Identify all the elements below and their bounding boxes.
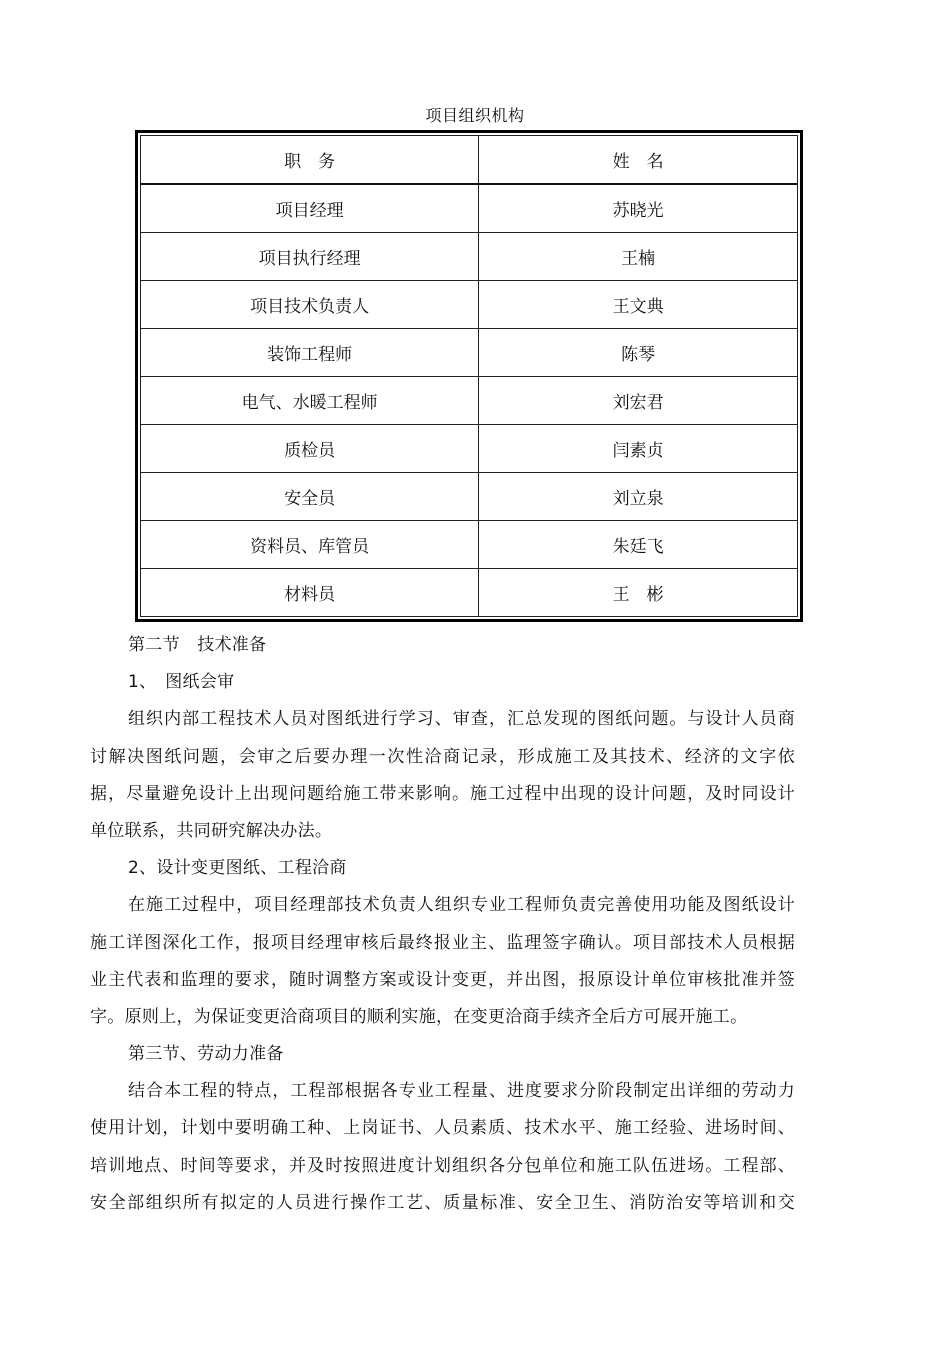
cell-position: 项目经理 [141,184,479,233]
cell-name: 刘立泉 [479,473,798,521]
cell-name: 朱廷飞 [479,521,798,569]
paragraph-line: 据，尽量避免设计上出现问题给施工带来影响。施工过程中出现的设计问题，及时同设计 [90,783,795,804]
table-row [141,184,798,233]
header-position: 职 务 [141,136,479,185]
cell-name: 王楠 [479,233,798,281]
cell-name: 刘宏君 [479,377,798,425]
paragraph-line: 使用计划，计划中要明确工种、上岗证书、人员素质、技术水平、施工经验、进场时间、 [90,1118,795,1139]
paragraph-line: 讨解决图纸问题，会审之后要办理一次性洽商记录，形成施工及其技术、经济的文字依 [90,746,795,767]
cell-position: 安全员 [141,473,479,521]
cell-name: 陈琴 [479,329,798,377]
section3-heading: 第三节、劳动力准备 [128,1044,284,1065]
paragraph-line: 安全部组织所有拟定的人员进行操作工艺、质量标准、安全卫生、消防治安等培训和交 [90,1192,795,1213]
cell-position: 资料员、库管员 [141,521,479,569]
table-row [141,569,798,617]
cell-name: 苏晓光 [479,184,798,233]
item2-heading: 2、设计变更图纸、工程洽商 [128,858,347,879]
paragraph-line: 在施工过程中，项目经理部技术负责人组织专业工程师负责完善使用功能及图纸设计 [128,895,795,916]
item1-heading: 1、 图纸会审 [128,672,235,693]
table-row [141,425,798,473]
paragraph-line: 结合本工程的特点，工程部根据各专业工程量、进度要求分阶段制定出详细的劳动力 [128,1081,795,1102]
table-row [141,521,798,569]
cell-name: 闫素贞 [479,425,798,473]
table-row [141,377,798,425]
organization-table [135,130,803,622]
paragraph-line: 培训地点、时间等要求，并及时按照进度计划组织各分包单位和施工队伍进场。工程部、 [90,1155,795,1176]
paragraph-line: 组织内部工程技术人员对图纸进行学习、审查，汇总发现的图纸问题。与设计人员商 [128,709,795,730]
cell-position: 质检员 [141,425,479,473]
table-row [141,281,798,329]
cell-position: 材料员 [141,569,479,617]
table-row [141,329,798,377]
paragraph-line: 施工详图深化工作，报项目经理审核后最终报业主、监理签字确认。项目部技术人员根据 [90,932,795,953]
paragraph-line: 业主代表和监理的要求，随时调整方案或设计变更，并出图，报原设计单位审核批准并签 [90,969,795,990]
section2-heading: 第二节 技术准备 [128,635,267,655]
table-title: 项目组织机构 [425,106,525,125]
body-text [90,627,795,1222]
paragraph-line: 单位联系，共同研究解决办法。 [90,820,333,841]
table-row [141,473,798,521]
table-row [141,233,798,281]
cell-name: 王文典 [479,281,798,329]
cell-position: 项目执行经理 [141,233,479,281]
cell-position: 项目技术负责人 [141,281,479,329]
cell-name: 王 彬 [479,569,798,617]
paragraph-line: 字。原则上，为保证变更洽商项目的顺利实施，在变更洽商手续齐全后方可展开施工。 [90,1006,748,1027]
header-name: 姓 名 [479,136,798,185]
cell-position: 电气、水暖工程师 [141,377,479,425]
cell-position: 装饰工程师 [141,329,479,377]
table-header-row [141,136,798,185]
